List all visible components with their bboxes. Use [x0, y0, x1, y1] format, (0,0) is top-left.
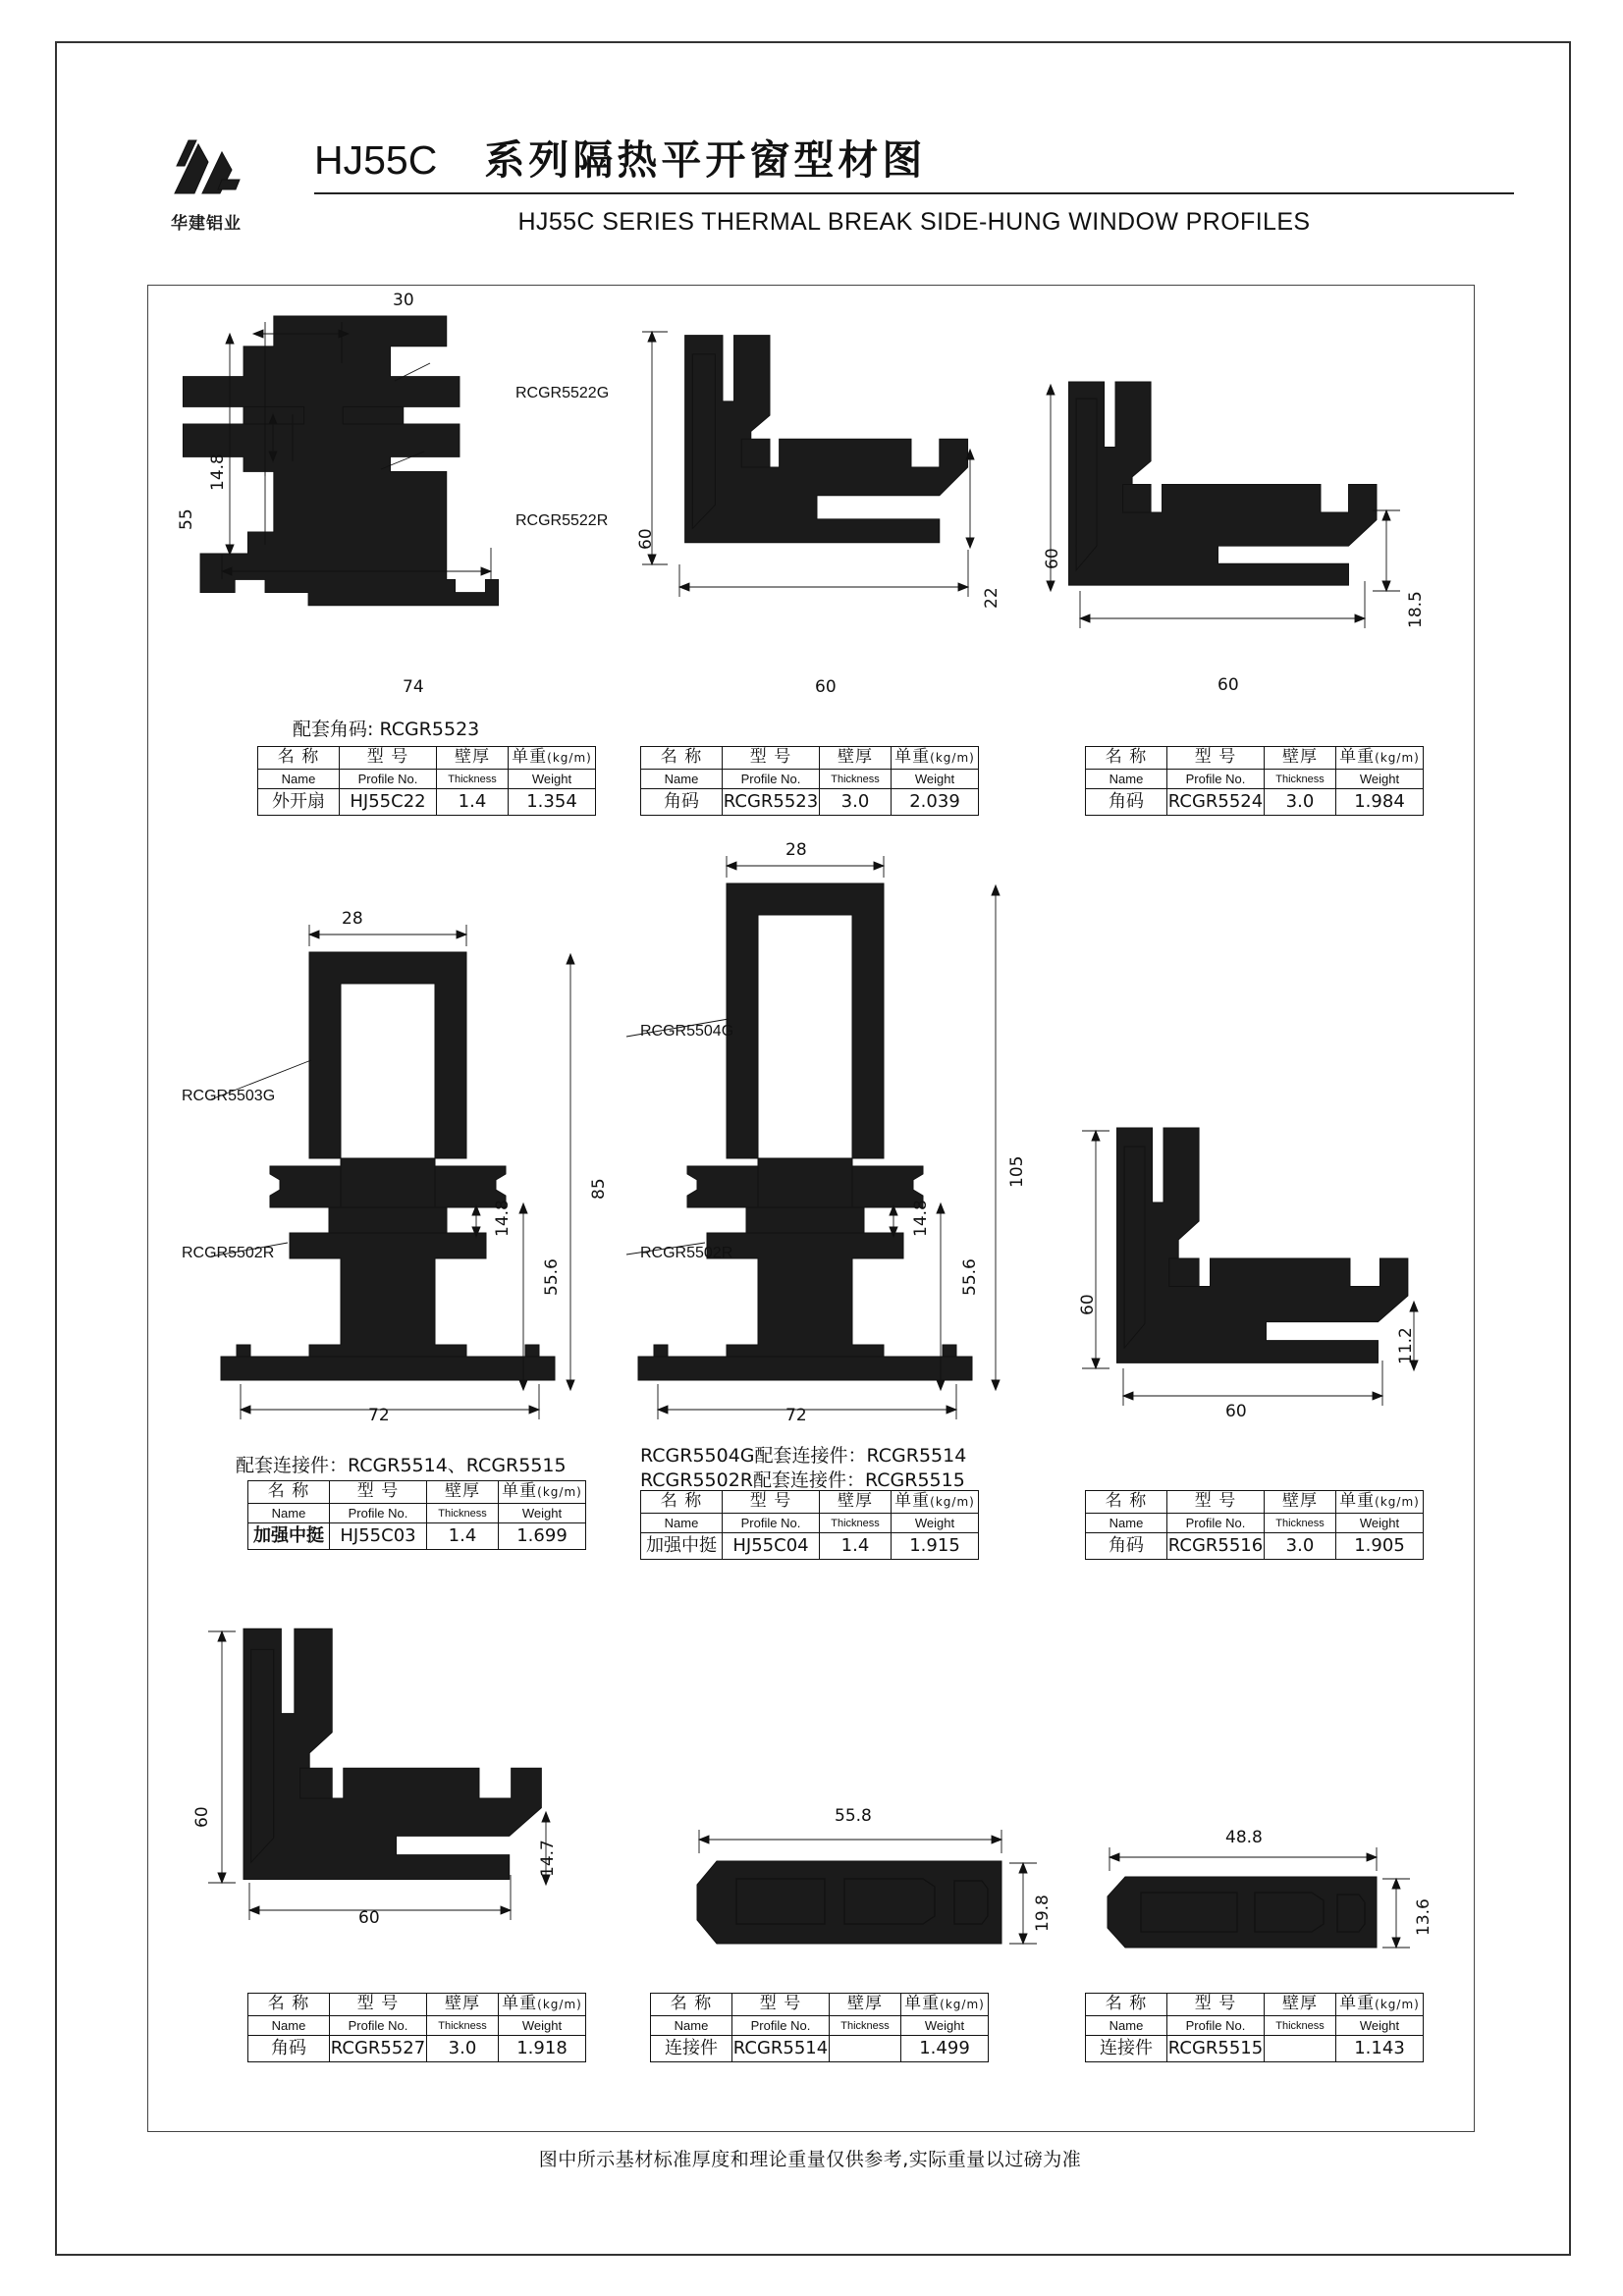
th-model-en: Profile No. [732, 2016, 830, 2036]
cell-name: 角码 [248, 2036, 330, 2062]
th-weight-cn: 单重(kg/m) [892, 1491, 979, 1514]
th-model-cn: 型 号 [1167, 1491, 1265, 1514]
table-row [1086, 1491, 1424, 1514]
table-row [248, 1994, 586, 2016]
dim-d3-left: 60 [1043, 548, 1062, 569]
table-row [641, 1514, 979, 1533]
drawing-connector-rcgr5515 [1090, 1845, 1424, 2002]
cell-weight: 1.915 [892, 1533, 979, 1560]
table-row [641, 789, 979, 816]
cell-model: RCGR5515 [1167, 2036, 1265, 2062]
th-name-en: Name [1086, 770, 1167, 789]
table-row [248, 2016, 586, 2036]
th-model-en: Profile No. [330, 2016, 427, 2036]
th-weight-cn: 单重(kg/m) [1336, 1994, 1424, 2016]
cell-thickness: 3.0 [1265, 1533, 1336, 1560]
th-name-cn: 名 称 [1086, 1994, 1167, 2016]
label-rcgr5502r-left: RCGR5502R [182, 1245, 275, 1261]
cell-weight: 1.354 [509, 789, 596, 816]
th-weight-en: Weight [1336, 1514, 1424, 1533]
cell-model: HJ55C04 [723, 1533, 820, 1560]
dim-d3-bottom: 60 [1217, 675, 1239, 695]
dim-d7-bottom: 60 [358, 1908, 380, 1928]
th-thickness-en: Thickness [427, 2016, 499, 2036]
th-model-cn: 型 号 [732, 1994, 830, 2016]
th-name-cn: 名 称 [641, 1491, 723, 1514]
label-rcgr5522g: RCGR5522G [515, 385, 610, 401]
th-name-cn: 名 称 [651, 1994, 732, 2016]
th-name-en: Name [1086, 2016, 1167, 2036]
th-weight-cn: 单重(kg/m) [1336, 747, 1424, 770]
cell-weight: 2.039 [892, 789, 979, 816]
th-model-en: Profile No. [723, 770, 820, 789]
caption-3b: RCGR5502R配套连接件：RCGR5515 [640, 1469, 965, 1491]
label-rcgr5502r-right: RCGR5502R [640, 1245, 733, 1261]
cell-model: HJ55C22 [340, 789, 437, 816]
table-row [258, 770, 596, 789]
dim-d7-left: 60 [192, 1806, 212, 1828]
table-row [248, 1523, 586, 1550]
table-row [1086, 770, 1424, 789]
th-weight-en: Weight [892, 1514, 979, 1533]
cell-thickness: 3.0 [427, 2036, 499, 2062]
th-weight-en: Weight [1336, 770, 1424, 789]
th-thickness-en: Thickness [1265, 1514, 1336, 1533]
table-row [641, 1491, 979, 1514]
spec-table-2 [640, 746, 979, 816]
table-row [1086, 1994, 1424, 2016]
cell-thickness: 3.0 [1265, 789, 1336, 816]
drawing-corner-rcgr5524 [1041, 363, 1434, 687]
label-rcgr5503g: RCGR5503G [182, 1088, 276, 1104]
table-row [651, 1994, 989, 2016]
table-row [651, 2036, 989, 2062]
drawing-sash-hj55c22 [167, 304, 609, 697]
spec-table-3 [1085, 746, 1424, 816]
dim-d4-top: 28 [342, 909, 363, 929]
th-name-en: Name [248, 1504, 330, 1523]
th-weight-cn: 单重(kg/m) [901, 1994, 989, 2016]
table-row [641, 1533, 979, 1560]
spec-table-5 [640, 1490, 979, 1560]
caption-1: 配套角码: RCGR5523 [293, 719, 480, 740]
cell-thickness [1265, 2036, 1336, 2062]
cell-weight: 1.499 [901, 2036, 989, 2062]
th-name-cn: 名 称 [1086, 747, 1167, 770]
cell-model: HJ55C03 [330, 1523, 427, 1550]
label-rcgr5522r: RCGR5522R [515, 512, 609, 529]
th-weight-en: Weight [499, 2016, 586, 2036]
th-name-en: Name [258, 770, 340, 789]
spec-table-1 [257, 746, 596, 816]
dim-d1-left-small: 14.8 [208, 454, 228, 491]
table-row [1086, 789, 1424, 816]
dim-d1-left-big: 55 [177, 508, 196, 530]
th-model-en: Profile No. [340, 770, 437, 789]
th-name-en: Name [641, 770, 723, 789]
dim-d6-left: 60 [1078, 1294, 1098, 1315]
cell-name: 连接件 [651, 2036, 732, 2062]
th-model-en: Profile No. [1167, 1514, 1265, 1533]
dim-d9-right: 13.6 [1414, 1898, 1434, 1936]
cell-thickness: 1.4 [820, 1533, 892, 1560]
th-name-cn: 名 称 [641, 747, 723, 770]
dim-d4-bottom: 72 [368, 1406, 390, 1425]
th-model-cn: 型 号 [723, 747, 820, 770]
table-row [248, 1481, 586, 1504]
th-weight-en: Weight [1336, 2016, 1424, 2036]
table-row [1086, 2036, 1424, 2062]
th-model-en: Profile No. [723, 1514, 820, 1533]
dim-d9-top: 48.8 [1225, 1828, 1263, 1847]
th-thickness-cn: 壁厚 [427, 1994, 499, 2016]
cell-thickness [830, 2036, 901, 2062]
table-row [258, 747, 596, 770]
th-model-cn: 型 号 [340, 747, 437, 770]
dim-d5-mid: 55.6 [960, 1258, 980, 1296]
dim-d4-mid: 55.6 [542, 1258, 562, 1296]
dim-d4-inner: 14.8 [493, 1200, 513, 1237]
th-model-en: Profile No. [330, 1504, 427, 1523]
label-rcgr5504g: RCGR5504G [640, 1023, 734, 1040]
dim-d5-inner: 14.8 [911, 1200, 931, 1237]
table-row [248, 1504, 586, 1523]
cell-weight: 1.905 [1336, 1533, 1424, 1560]
title-divider [314, 192, 1514, 194]
spec-table-4 [247, 1480, 586, 1550]
cell-weight: 1.699 [499, 1523, 586, 1550]
title-cn: 系列隔热平开窗型材图 [484, 136, 927, 184]
table-row [1086, 1514, 1424, 1533]
table-row [1086, 2016, 1424, 2036]
th-model-en: Profile No. [1167, 2016, 1265, 2036]
cell-model: RCGR5514 [732, 2036, 830, 2062]
th-thickness-cn: 壁厚 [820, 747, 892, 770]
cell-name: 加强中挺 [641, 1533, 723, 1560]
th-name-en: Name [248, 2016, 330, 2036]
th-model-cn: 型 号 [330, 1481, 427, 1504]
cell-thickness: 1.4 [437, 789, 509, 816]
footnote-text: 图中所示基材标准厚度和理论重量仅供参考,实际重量以过磅为准 [538, 2149, 1082, 2170]
dim-d7-right: 14.7 [538, 1840, 558, 1877]
logo-text: 华建铝业 [171, 214, 242, 234]
th-model-cn: 型 号 [723, 1491, 820, 1514]
th-thickness-en: Thickness [820, 1514, 892, 1533]
dim-d1-bottom: 74 [403, 677, 424, 697]
dim-d1-top: 30 [393, 291, 414, 310]
th-thickness-en: Thickness [1265, 770, 1336, 789]
cell-weight: 1.984 [1336, 789, 1424, 816]
th-thickness-en: Thickness [437, 770, 509, 789]
table-row [651, 2016, 989, 2036]
th-thickness-en: Thickness [820, 770, 892, 789]
drawing-connector-rcgr5514 [677, 1826, 1051, 2002]
th-thickness-cn: 壁厚 [1265, 1994, 1336, 2016]
th-thickness-cn: 壁厚 [830, 1994, 901, 2016]
th-weight-en: Weight [892, 770, 979, 789]
th-thickness-en: Thickness [427, 1504, 499, 1523]
th-model-cn: 型 号 [330, 1994, 427, 2016]
dim-d5-top: 28 [785, 840, 807, 860]
th-thickness-en: Thickness [1265, 2016, 1336, 2036]
th-thickness-cn: 壁厚 [820, 1491, 892, 1514]
th-name-cn: 名 称 [1086, 1491, 1167, 1514]
spec-table-7 [247, 1993, 586, 2062]
drawing-mullion-hj55c04 [599, 844, 1051, 1512]
th-name-en: Name [641, 1514, 723, 1533]
spec-table-6 [1085, 1490, 1424, 1560]
logo-mark-icon [137, 133, 275, 211]
dim-d5-bottom: 72 [785, 1406, 807, 1425]
dim-d2-right: 22 [982, 587, 1001, 609]
cell-weight: 1.918 [499, 2036, 586, 2062]
dim-d2-left: 60 [636, 528, 656, 550]
title-en: HJ55C SERIES THERMAL BREAK SIDE-HUNG WINDOW PROFILES [517, 208, 1311, 236]
th-weight-en: Weight [509, 770, 596, 789]
th-name-cn: 名 称 [248, 1994, 330, 2016]
page-title [314, 128, 1512, 186]
cell-thickness: 3.0 [820, 789, 892, 816]
table-row [641, 770, 979, 789]
th-weight-cn: 单重(kg/m) [509, 747, 596, 770]
th-weight-cn: 单重(kg/m) [1336, 1491, 1424, 1514]
table-row [641, 747, 979, 770]
th-name-cn: 名 称 [258, 747, 340, 770]
caption-2: 配套连接件：RCGR5514、RCGR5515 [236, 1455, 567, 1476]
table-row [1086, 1533, 1424, 1560]
table-row [1086, 747, 1424, 770]
dim-d8-right: 19.8 [1033, 1895, 1053, 1932]
company-logo [137, 133, 275, 240]
dim-d2-bottom: 60 [815, 677, 837, 697]
table-row [258, 789, 596, 816]
th-name-en: Name [651, 2016, 732, 2036]
drawing-corner-rcgr5527 [196, 1610, 609, 2002]
cell-name: 连接件 [1086, 2036, 1167, 2062]
cell-thickness: 1.4 [427, 1523, 499, 1550]
th-name-en: Name [1086, 1514, 1167, 1533]
th-model-cn: 型 号 [1167, 747, 1265, 770]
dim-d4-outer: 85 [589, 1178, 609, 1200]
cell-name: 外开扇 [258, 789, 340, 816]
th-thickness-cn: 壁厚 [427, 1481, 499, 1504]
dim-d6-right: 11.2 [1396, 1327, 1416, 1364]
drawing-mullion-hj55c03 [182, 913, 604, 1512]
dim-d3-right: 18.5 [1406, 591, 1426, 628]
cell-weight: 1.143 [1336, 2036, 1424, 2062]
th-weight-cn: 单重(kg/m) [892, 747, 979, 770]
th-thickness-en: Thickness [830, 2016, 901, 2036]
table-row [248, 2036, 586, 2062]
cell-model: RCGR5527 [330, 2036, 427, 2062]
dim-d8-top: 55.8 [835, 1806, 872, 1826]
drawing-corner-rcgr5523 [628, 314, 1021, 687]
th-thickness-cn: 壁厚 [437, 747, 509, 770]
th-weight-en: Weight [499, 1504, 586, 1523]
th-thickness-cn: 壁厚 [1265, 747, 1336, 770]
cell-model: RCGR5516 [1167, 1533, 1265, 1560]
th-model-cn: 型 号 [1167, 1994, 1265, 2016]
drawing-corner-rcgr5516 [1070, 1109, 1463, 1502]
dim-d6-bottom: 60 [1225, 1402, 1247, 1421]
spec-table-8 [650, 1993, 989, 2062]
cell-name: 角码 [1086, 1533, 1167, 1560]
cell-name: 角码 [1086, 789, 1167, 816]
cell-name: 加强中挺 [248, 1523, 330, 1550]
th-weight-cn: 单重(kg/m) [499, 1481, 586, 1504]
dim-d5-outer: 105 [1007, 1155, 1027, 1188]
th-model-en: Profile No. [1167, 770, 1265, 789]
spec-table-9 [1085, 1993, 1424, 2062]
cell-model: RCGR5523 [723, 789, 820, 816]
cell-model: RCGR5524 [1167, 789, 1265, 816]
th-weight-cn: 单重(kg/m) [499, 1994, 586, 2016]
th-thickness-cn: 壁厚 [1265, 1491, 1336, 1514]
caption-3a: RCGR5504G配套连接件：RCGR5514 [640, 1445, 967, 1467]
th-name-cn: 名 称 [248, 1481, 330, 1504]
title-code: HJ55C [314, 137, 438, 183]
cell-name: 角码 [641, 789, 723, 816]
th-weight-en: Weight [901, 2016, 989, 2036]
